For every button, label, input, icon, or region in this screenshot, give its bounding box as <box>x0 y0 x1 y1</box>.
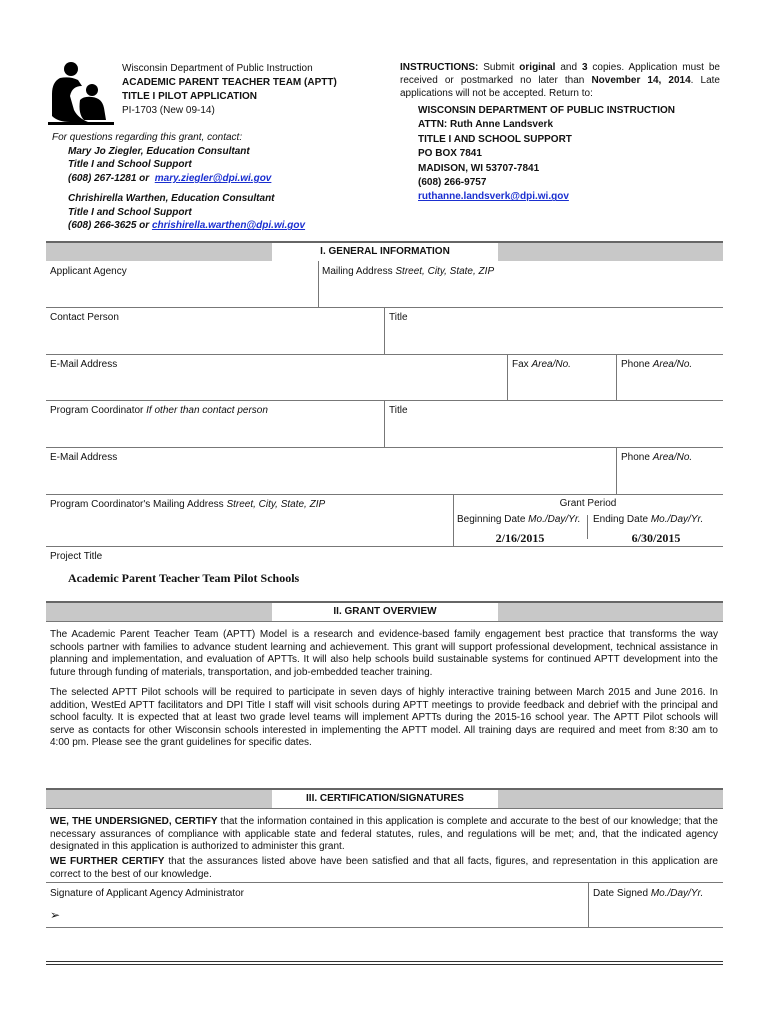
email-field[interactable] <box>50 374 504 396</box>
begin-date-value[interactable]: 2/16/2015 <box>495 531 545 545</box>
coord-mail-hint: Street, City, State, ZIP <box>226 499 326 510</box>
begin-text: Beginning Date <box>457 514 529 525</box>
title-label: Title <box>389 312 408 323</box>
fax-text: Fax <box>512 359 532 370</box>
email-label: E-Mail Address <box>50 359 118 370</box>
form-number: PI-1703 (New 09-14) <box>122 105 215 116</box>
signature-field[interactable] <box>66 904 582 924</box>
phone-text: Phone <box>621 359 653 370</box>
section3-heading: III. CERTIFICATION/SIGNATURES <box>272 790 498 808</box>
contact2-name: Chrishirella Warthen, Education Consultant <box>68 192 275 204</box>
signature-label: Signature of Applicant Agency Administrator <box>50 888 245 899</box>
phone-field[interactable] <box>621 374 721 396</box>
arrow-icon: ➢ <box>50 908 61 922</box>
certify-paragraph-1 <box>50 816 718 854</box>
certify-lead: WE, THE UNDERSIGNED, CERTIFY <box>50 816 218 827</box>
coordinator-title-field[interactable] <box>389 421 719 443</box>
coordinator-label <box>50 405 268 417</box>
end-text: Ending Date <box>593 514 651 525</box>
overview-paragraph-2: The selected APTT Pilot schools will be required to participate in seven days of highly interactive training between March 2015 and June 2016. In addition, WestEd APTT facilitators and DPI Title I staff will visit schools during APTT meetings to provide feedback and debrief with the principal and school faculty. It is expected that at least two grade level teams will implement APTTs during the 2015-16 school year. The APTT Pilot schools will serve as contacts for other Wisconsin schools interested in implementing the APTT model. All training days are required and meet from 8:30 am to 4:00 pm. Please see the grant guidelines for specific dates. <box>50 687 718 748</box>
title-field[interactable] <box>389 328 719 350</box>
mailing-address-label <box>322 266 494 278</box>
coord-mail-text: Program Coordinator's Mailing Address <box>50 499 227 510</box>
coordinator-mailing-label <box>50 499 325 511</box>
dept-name: Wisconsin Department of Public Instruction <box>122 63 313 74</box>
return-line: PO BOX 7841 <box>418 148 482 160</box>
form-subtitle: TITLE I PILOT APPLICATION <box>122 91 257 102</box>
contact2-org: Title I and School Support <box>68 206 192 218</box>
instr-text: copies. Application must be received or postmarked no later than <box>400 62 720 86</box>
section1-bar <box>46 241 723 261</box>
certify-lead-2: WE FURTHER CERTIFY <box>50 856 165 867</box>
contact1-org: Title I and School Support <box>68 159 192 171</box>
phone-hint: Area/No. <box>652 359 693 370</box>
mailing-text: Mailing Address <box>322 266 396 277</box>
instr-text: . Late applications will not be accepted. Return to: <box>400 75 720 99</box>
return-email-link[interactable]: ruthanne.landsverk@dpi.wi.gov <box>418 191 569 203</box>
certify-text: that the information contained in this application is complete and accurate to the best of our knowledge; that the necessary assurances of compliance with applicable state and federal statutes, rules, and regulations will be met; and, that the indicated agency designated in this application is authorized to administer this grant. <box>50 816 718 852</box>
return-line: MADISON, WI 53707-7841 <box>418 162 540 174</box>
end-date-label <box>593 514 703 526</box>
phone2-hint: Area/No. <box>652 452 693 463</box>
fax-hint: Area/No. <box>531 359 571 370</box>
applicant-agency-field[interactable] <box>50 282 316 304</box>
instr-copies: 3 <box>581 62 588 73</box>
coordinator-text: Program Coordinator <box>50 405 147 416</box>
coordinator-field[interactable] <box>50 421 380 443</box>
return-line: (608) 266-9757 <box>418 177 487 189</box>
coordinator-phone-field[interactable] <box>621 468 721 490</box>
form-header <box>122 62 382 118</box>
begin-date-label <box>457 514 581 526</box>
fax-field[interactable] <box>512 374 612 396</box>
form-title: ACADEMIC PARENT TEACHER TEAM (APTT) <box>122 77 337 88</box>
section2-bar <box>46 601 723 621</box>
instr-text: Submit <box>478 62 520 73</box>
return-line: ATTN: Ruth Anne Landsverk <box>418 119 554 131</box>
mailing-hint: Street, City, State, ZIP <box>395 266 495 277</box>
section2-heading: II. GRANT OVERVIEW <box>272 603 498 621</box>
contact2-email-link[interactable]: chrishirella.warthen@dpi.wi.gov <box>151 220 306 232</box>
coordinator-email-field[interactable] <box>50 468 610 490</box>
instr-deadline: November 14, 2014 <box>591 75 691 86</box>
end-hint: Mo./Day/Yr. <box>650 514 704 525</box>
dpi-logo <box>48 60 114 126</box>
contact-person-label: Contact Person <box>50 312 119 323</box>
phone2-text: Phone <box>621 452 653 463</box>
phone-label <box>621 359 692 371</box>
grant-period-label: Grant Period <box>559 498 617 509</box>
return-line: TITLE I AND SCHOOL SUPPORT <box>418 133 572 145</box>
section1-heading: I. GENERAL INFORMATION <box>272 243 498 261</box>
fax-label <box>512 359 571 371</box>
project-title-value[interactable]: Academic Parent Teacher Team Pilot Schools <box>68 571 300 585</box>
contact1-email-link[interactable]: mary.ziegler@dpi.wi.gov <box>154 173 272 185</box>
certify-text-2: that the assurances listed above have been satisfied and that all facts, figures, and representation in this application are correct to the best of our knowledge. <box>50 856 718 880</box>
contact1-name: Mary Jo Ziegler, Education Consultant <box>68 145 250 157</box>
coordinator-mailing-field[interactable] <box>50 514 448 542</box>
date-signed-hint: Mo./Day/Yr. <box>650 888 704 899</box>
end-date-value[interactable]: 6/30/2015 <box>631 531 681 545</box>
date-signed-label <box>593 888 703 900</box>
coordinator-hint: If other than contact person <box>146 405 268 416</box>
instr-text: and <box>555 62 582 73</box>
date-signed-text: Date Signed <box>593 888 651 899</box>
begin-hint: Mo./Day/Yr. <box>528 514 581 525</box>
contact2-phone: (608) 266-3625 or <box>68 220 150 232</box>
contact1-phone: (608) 267-1281 or <box>68 173 150 185</box>
applicant-agency-label: Applicant Agency <box>50 266 127 277</box>
instructions-label: INSTRUCTIONS: <box>400 62 479 73</box>
coordinator-email-label: E-Mail Address <box>50 452 118 463</box>
return-address <box>418 104 718 205</box>
return-line: WISCONSIN DEPARTMENT OF PUBLIC INSTRUCTION <box>418 105 676 116</box>
project-title-label: Project Title <box>50 551 103 562</box>
coordinator-phone-label <box>621 452 692 464</box>
contact-intro: For questions regarding this grant, contact: <box>52 132 243 143</box>
mailing-address-field[interactable] <box>322 282 720 304</box>
overview-paragraph-1: The Academic Parent Teacher Team (APTT) Model is a research and evidence-based family engagement best practice that transforms the way schools partner with families to advance student learning and achievement. This grant will support professional development, technical assistance in planning and implementation, and evaluation of APTTs. It will also help schools build sustainable systems for continued APTT development into the future through funding of materials, transportation, and job-embedded teacher training. <box>50 629 718 678</box>
certify-paragraph-2 <box>50 856 718 881</box>
instr-original: original <box>519 62 556 73</box>
coordinator-title-label: Title <box>389 405 408 416</box>
instructions <box>400 61 720 100</box>
contact-block <box>52 131 352 233</box>
contact-person-field[interactable] <box>50 328 380 350</box>
section3-bar <box>46 788 723 808</box>
date-signed-field[interactable] <box>593 904 719 924</box>
